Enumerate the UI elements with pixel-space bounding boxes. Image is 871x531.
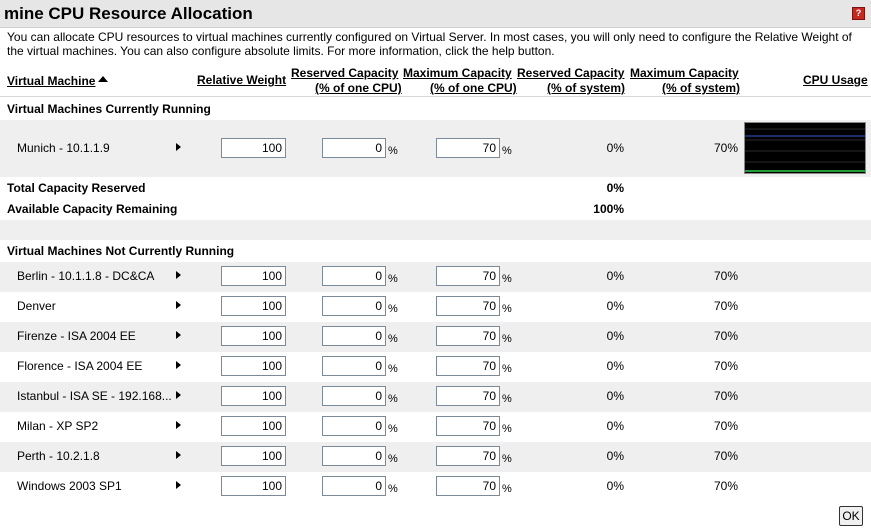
reserved-system-value: 0% [606,419,624,433]
maximum-capacity-input[interactable] [436,296,500,316]
reserved-system-value: 0% [606,141,624,155]
maximum-system-value: 70% [713,479,738,493]
section-not-running-label: Virtual Machines Not Currently Running [7,244,235,258]
reserved-capacity-input[interactable] [322,138,386,158]
vm-name: Istanbul - ISA SE - 192.168... [17,389,172,403]
expand-arrow-icon[interactable] [176,301,181,309]
percent-unit: % [388,145,398,157]
reserved-capacity-input[interactable] [322,476,386,496]
percent-unit: % [388,363,398,375]
maximum-capacity-input[interactable] [436,416,500,436]
column-header-maximum-system[interactable]: Maximum Capacity [630,66,739,80]
percent-unit: % [502,145,512,157]
maximum-system-value: 70% [713,141,738,155]
percent-unit: % [502,453,512,465]
total-capacity-value: 0% [606,181,624,195]
maximum-capacity-input[interactable] [436,446,500,466]
maximum-capacity-input[interactable] [436,138,500,158]
vm-name: Firenze - ISA 2004 EE [17,329,136,343]
column-header-cpu-usage[interactable]: CPU Usage [803,73,868,87]
reserved-capacity-input[interactable] [322,266,386,286]
reserved-capacity-input[interactable] [322,326,386,346]
vm-name: Milan - XP SP2 [17,419,99,433]
maximum-system-value: 70% [713,299,738,313]
percent-unit: % [502,333,512,345]
vm-name: Florence - ISA 2004 EE [17,359,143,373]
maximum-capacity-input[interactable] [436,326,500,346]
reserved-system-value: 0% [606,329,624,343]
relative-weight-input[interactable] [221,138,286,158]
relative-weight-input[interactable] [221,416,286,436]
expand-arrow-icon[interactable] [176,451,181,459]
reserved-capacity-input[interactable] [322,296,386,316]
expand-arrow-icon[interactable] [176,331,181,339]
maximum-system-value: 70% [713,419,738,433]
vm-row-not-running [0,322,871,352]
column-header-virtual-machine[interactable]: Virtual Machine [7,74,96,88]
column-header-reserved-cpu[interactable]: Reserved Capacity [291,66,399,80]
vm-name: Windows 2003 SP1 [17,479,122,493]
reserved-capacity-input[interactable] [322,386,386,406]
reserved-capacity-input[interactable] [322,446,386,466]
column-header-maximum-system-unit[interactable]: (% of system) [662,81,741,95]
vm-name: Munich - 10.1.1.9 [17,141,110,155]
expand-arrow-icon[interactable] [176,391,181,399]
maximum-capacity-input[interactable] [436,386,500,406]
column-header-reserved-cpu-unit[interactable]: (% of one CPU) [315,81,402,95]
relative-weight-input[interactable] [221,386,286,406]
percent-unit: % [502,483,512,495]
percent-unit: % [502,393,512,405]
relative-weight-input[interactable] [221,476,286,496]
expand-arrow-icon[interactable] [176,271,181,279]
column-header-maximum-cpu-unit[interactable]: (% of one CPU) [430,81,517,95]
maximum-capacity-input[interactable] [436,476,500,496]
reserved-capacity-input[interactable] [322,356,386,376]
cpu-usage-chart [745,123,865,173]
vm-row-not-running [0,412,871,442]
column-header-maximum-cpu[interactable]: Maximum Capacity [403,66,512,80]
maximum-system-value: 70% [713,269,738,283]
expand-arrow-icon[interactable] [176,421,181,429]
reserved-capacity-input[interactable] [322,416,386,436]
relative-weight-input[interactable] [221,296,286,316]
reserved-system-value: 0% [606,359,624,373]
expand-arrow-icon[interactable] [176,143,181,151]
relative-weight-input[interactable] [221,326,286,346]
vm-name: Denver [17,299,56,313]
column-header-row [0,64,871,97]
reserved-system-value: 0% [606,479,624,493]
vm-row-not-running [0,442,871,472]
description-text: You can allocate CPU resources to virtual machines currently configured on Virtual Server. In most cases, you will only need to configure the Relative Weight of the virtual machines. You can also configure absolute limits. For more information, click the help button. [7,30,852,58]
vm-row-running [0,120,871,177]
maximum-system-value: 70% [713,359,738,373]
spacer-band [0,220,871,240]
available-capacity-value: 100% [593,202,624,216]
reserved-system-value: 0% [606,299,624,313]
reserved-system-value: 0% [606,269,624,283]
column-header-relative-weight[interactable]: Relative Weight [197,73,287,87]
vm-row-not-running [0,292,871,322]
percent-unit: % [388,273,398,285]
percent-unit: % [388,333,398,345]
maximum-capacity-input[interactable] [436,356,500,376]
expand-arrow-icon[interactable] [176,361,181,369]
reserved-system-value: 0% [606,389,624,403]
graph-gridlines [745,129,865,162]
percent-unit: % [388,453,398,465]
percent-unit: % [388,423,398,435]
percent-unit: % [502,273,512,285]
window-title: mine CPU Resource Allocation [4,4,253,23]
title-bar [0,0,871,28]
column-header-reserved-system[interactable]: Reserved Capacity [517,66,625,80]
vm-row-not-running [0,352,871,382]
percent-unit: % [502,423,512,435]
total-capacity-label: Total Capacity Reserved [7,181,146,195]
relative-weight-input[interactable] [221,446,286,466]
column-header-reserved-system-unit[interactable]: (% of system) [547,81,626,95]
percent-unit: % [388,393,398,405]
relative-weight-input[interactable] [221,266,286,286]
cpu-usage-graph [744,122,866,174]
vm-name: Berlin - 10.1.1.8 - DC&CA [17,269,155,283]
maximum-system-value: 70% [713,389,738,403]
expand-arrow-icon[interactable] [176,481,181,489]
vm-name: Perth - 10.2.1.8 [17,449,100,463]
vm-row-not-running [0,262,871,292]
percent-unit: % [502,303,512,315]
reserved-system-value: 0% [606,449,624,463]
vm-row-not-running [0,382,871,412]
relative-weight-input[interactable] [221,356,286,376]
sort-ascending-icon[interactable] [98,76,108,82]
available-capacity-label: Available Capacity Remaining [7,202,178,216]
maximum-capacity-input[interactable] [436,266,500,286]
vm-row-not-running [0,472,871,502]
section-running-label: Virtual Machines Currently Running [7,102,211,116]
maximum-system-value: 70% [713,329,738,343]
help-icon[interactable]: ? [852,7,865,20]
percent-unit: % [388,483,398,495]
maximum-system-value: 70% [713,449,738,463]
ok-button[interactable]: OK [839,506,863,526]
percent-unit: % [502,363,512,375]
percent-unit: % [388,303,398,315]
